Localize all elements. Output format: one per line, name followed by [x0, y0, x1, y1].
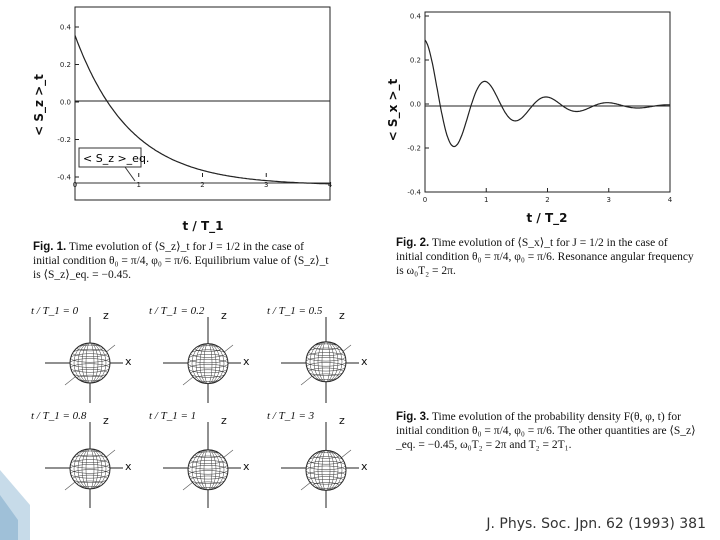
fig1-caption-text: Time evolution of ⟨S_z⟩_t for J = 1/2 in the case of initial condition θ₀ = π/4, φ₀ = π/6. Equilibrium value of ⟨S_z⟩_t is ⟨S_z⟩_eq. = −0.45.: [33, 241, 329, 281]
fig3-caption-label: Fig. 3.: [396, 411, 430, 423]
fig1-xtick-label: 4: [327, 181, 333, 189]
fig2-plot: [385, 10, 685, 225]
fig1-plot: [25, 5, 345, 235]
fig2-frame: [425, 12, 670, 192]
fig1-x-ticks: [73, 173, 333, 189]
fig2-caption-text: Time evolution of ⟨S_x⟩_t for J = 1/2 in the case of initial condition θ₀ = π/4, φ₀ = π/6. Resonance angular frequency is ω₀T₂ = 2π.: [396, 237, 694, 277]
fig2-xtick-label: 2: [545, 196, 550, 204]
fig3-panel-time-label: t / T_1 = 0.2: [149, 305, 205, 317]
fig3-sphere-plot: [143, 410, 261, 515]
fig3-z-axis-label: z: [339, 309, 345, 322]
citation: J. Phys. Soc. Jpn. 62 (1993) 381: [486, 516, 706, 532]
fig1-xtick-label: 0: [72, 181, 78, 189]
fig2-xtick-label: 4: [667, 196, 673, 204]
fig2-xlabel: t / T_2: [526, 211, 568, 225]
fig3-panel: [143, 305, 261, 410]
fig1-caption: [33, 240, 333, 282]
fig2-ytick-label: 0.0: [409, 100, 421, 109]
fig2-ytick-label: 0.4: [409, 12, 421, 21]
fig1-annotation: < S_z >_eq.: [83, 152, 150, 165]
fig1-ytick-label: -0.4: [57, 173, 71, 182]
fig1-annotation-arrow: [125, 167, 135, 181]
fig1-ylabel: < S_z >_t: [32, 74, 46, 136]
fig2-x-ticks: [423, 188, 673, 204]
fig3-x-axis-label: x: [125, 355, 132, 368]
fig1-xtick-label: 3: [264, 181, 269, 189]
fig3-z-axis-label: z: [103, 414, 109, 427]
fig3-sphere-plot: [261, 305, 379, 410]
fig3-x-axis-label: x: [243, 460, 250, 473]
fig1-frame: [72, 7, 330, 200]
fig2-xtick-label: 3: [606, 196, 611, 204]
fig3-sphere-plot: [261, 410, 379, 515]
fig2-ylabel: < S_x >_t: [386, 78, 400, 142]
fig1-ytick-label: -0.2: [57, 136, 71, 144]
fig3-panel: [261, 410, 379, 515]
fig3-x-axis-label: x: [125, 460, 132, 473]
fig2-ytick-label: -0.4: [407, 188, 421, 197]
fig3-x-axis-label: x: [243, 355, 250, 368]
fig3-x-axis-label: x: [361, 460, 368, 473]
fig3-caption-text: Time evolution of the probability density F(θ, φ, t) for initial condition θ₀ = π/4, φ₀ = π/6. The other quantities are ⟨S_z⟩_eq. = −0.45, ω₀T₂ = 2π and T₂ = 2T₁.: [396, 411, 696, 451]
fig3-panel-time-label: t / T_1 = 0.5: [267, 305, 323, 317]
fig1-y-ticks: [57, 24, 79, 182]
fig3-caption: [396, 410, 696, 452]
fig1-ytick-label: 0.2: [59, 61, 71, 69]
slide-corner-decoration: [0, 450, 60, 540]
fig3-panel: [261, 305, 379, 410]
fig2-caption: [396, 236, 696, 278]
fig2-xtick-label: 1: [484, 196, 489, 204]
fig1-ytick-label: 0.0: [59, 98, 71, 107]
fig2-caption-label: Fig. 2.: [396, 237, 430, 249]
fig1-caption-label: Fig. 1.: [33, 241, 67, 253]
fig2-oscillation-curve: [425, 40, 670, 147]
fig3-sphere-plot: [143, 305, 261, 410]
fig3-panel: [143, 410, 261, 515]
fig3-x-axis-label: x: [361, 355, 368, 368]
fig3-panel-time-label: t / T_1 = 1: [149, 410, 197, 422]
fig1-xtick-label: 1: [136, 181, 141, 189]
fig3-panel-time-label: t / T_1 = 3: [267, 410, 315, 422]
fig1-xlabel: t / T_1: [182, 219, 224, 233]
fig3-panel-time-label: t / T_1 = 0: [31, 305, 79, 317]
fig3-z-axis-label: z: [103, 309, 109, 322]
fig3-z-axis-label: z: [339, 414, 345, 427]
fig2-xtick-label: 0: [422, 196, 428, 204]
fig3-sphere-plot: [25, 305, 143, 410]
fig3-panel-time-label: t / T_1 = 0.8: [31, 410, 87, 422]
fig1-ytick-label: 0.4: [59, 23, 71, 32]
fig3-z-axis-label: z: [221, 309, 227, 322]
fig3-panels: [25, 305, 395, 510]
fig2-ytick-label: -0.2: [407, 144, 421, 153]
fig1-xtick-label: 2: [200, 181, 205, 189]
fig2-ytick-label: 0.2: [409, 56, 421, 65]
fig3-z-axis-label: z: [221, 414, 227, 427]
fig3-panel: [25, 305, 143, 410]
